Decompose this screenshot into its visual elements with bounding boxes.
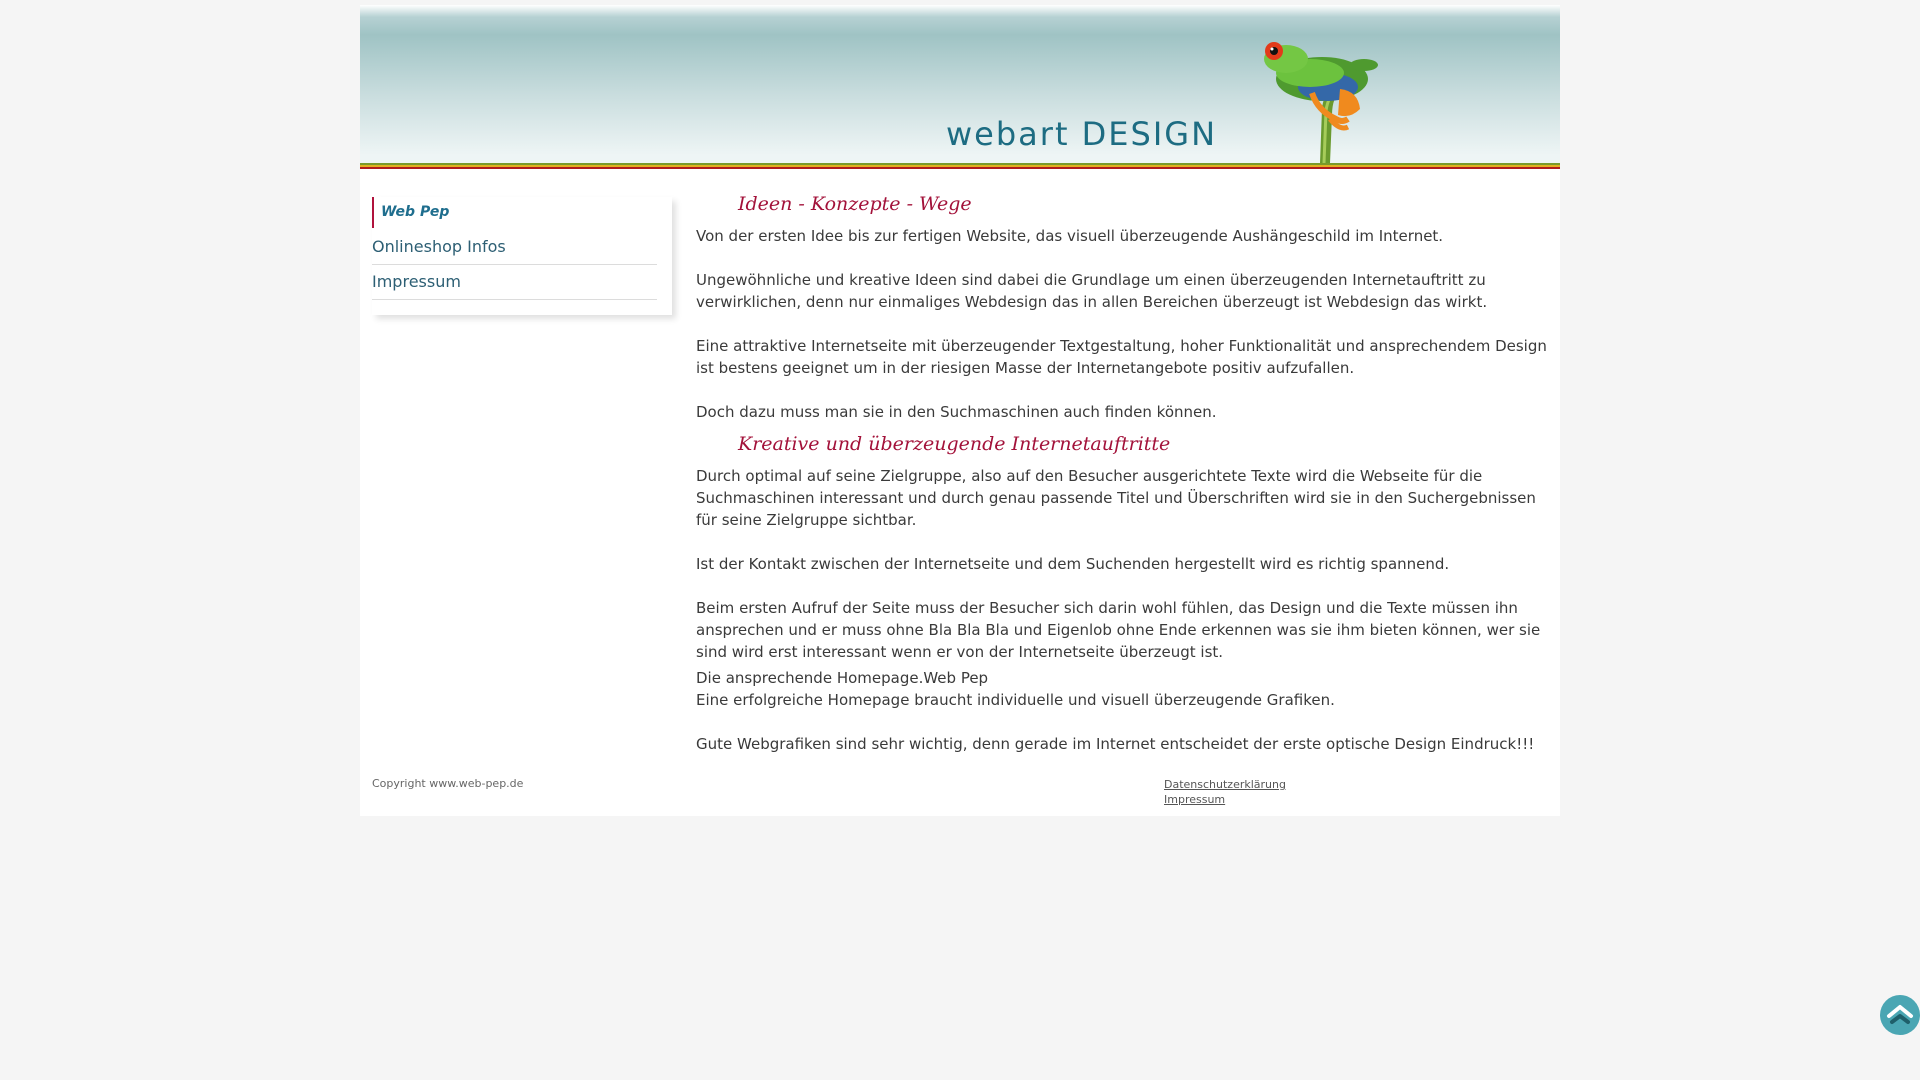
frog-icon [1240,19,1390,163]
footer-links [1164,777,1286,807]
paragraph: Eine erfolgreiche Homepage braucht individuelle und visuell überzeugende Grafiken. [696,691,1335,709]
main-content [696,191,1548,777]
paragraph: Durch optimal auf seine Zielgruppe, also auf den Besucher ausgerichtete Texte wird die Webseite für die Suchmaschinen interessant und durch genau passende Titel und Überschriften wird sie in den Suchergebnissen für seine Zielgruppe sichtbar. [696,467,1536,529]
back-to-top-button[interactable] [1880,995,1920,1035]
section-heading-creative: Kreative und überzeugende Internetauftritte [738,433,1171,455]
chevron-up-icon [1880,995,1920,1035]
nav-item-impressum[interactable]: Impressum [372,265,657,300]
sidebar-nav [372,197,672,315]
paragraph: Eine attraktive Internetseite mit überzeugender Textgestaltung, hoher Funktionalität und ansprechendem Design ist bestens geeignet um in der riesigen Masse der Internetangebote positiv aufzufallen. [696,337,1547,377]
paragraph: Von der ersten Idee bis zur fertigen Website, das visuell überzeugende Aushängeschild im Internet. [696,227,1444,245]
paragraph: Ist der Kontakt zwischen der Internetseite und dem Suchenden hergestellt wird es richtig spannend. [696,555,1450,573]
privacy-link[interactable]: Datenschutzerklärung [1164,778,1286,791]
paragraph: Gute Webgrafiken sind sehr wichtig, denn gerade im Internet entscheidet der erste optische Design Eindruck!!! [696,735,1535,753]
page-container [360,5,1560,816]
section-heading-ideas: Ideen - Konzepte - Wege [738,193,972,215]
site-header [360,5,1560,163]
nav-item-onlineshop-infos[interactable]: Onlineshop Infos [372,230,657,265]
paragraph: Ungewöhnliche und kreative Ideen sind dabei die Grundlage um einen überzeugenden Internetauftritt zu verwirklichen, denn nur einmaliges Webdesign das in allen Bereichen überzeugt ist Webdesign das wirkt. [696,271,1488,311]
paragraph: Die ansprechende Homepage.Web Pep [696,669,989,687]
nav-item-web-pep[interactable]: Web Pep [372,197,657,228]
stripe-red [360,167,1560,169]
site-logo[interactable]: webart DESIGN [946,115,1217,153]
paragraph: Beim ersten Aufruf der Seite muss der Besucher sich darin wohl fühlen, das Design und die Texte müssen ihn ansprechen und er muss ohne Bla Bla Bla und Eigenlob ohne Ende erkennen was sie ihm bieten können, wer sie sind wird erst interessant wenn er von der Internetseite überzeugt ist. [696,599,1541,661]
header-stripes [360,163,1560,169]
paragraph: Doch dazu muss man sie in den Suchmaschinen auch finden können. [696,403,1217,421]
copyright-text: Copyright www.web-pep.de [372,777,524,790]
imprint-link[interactable]: Impressum [1164,793,1226,806]
